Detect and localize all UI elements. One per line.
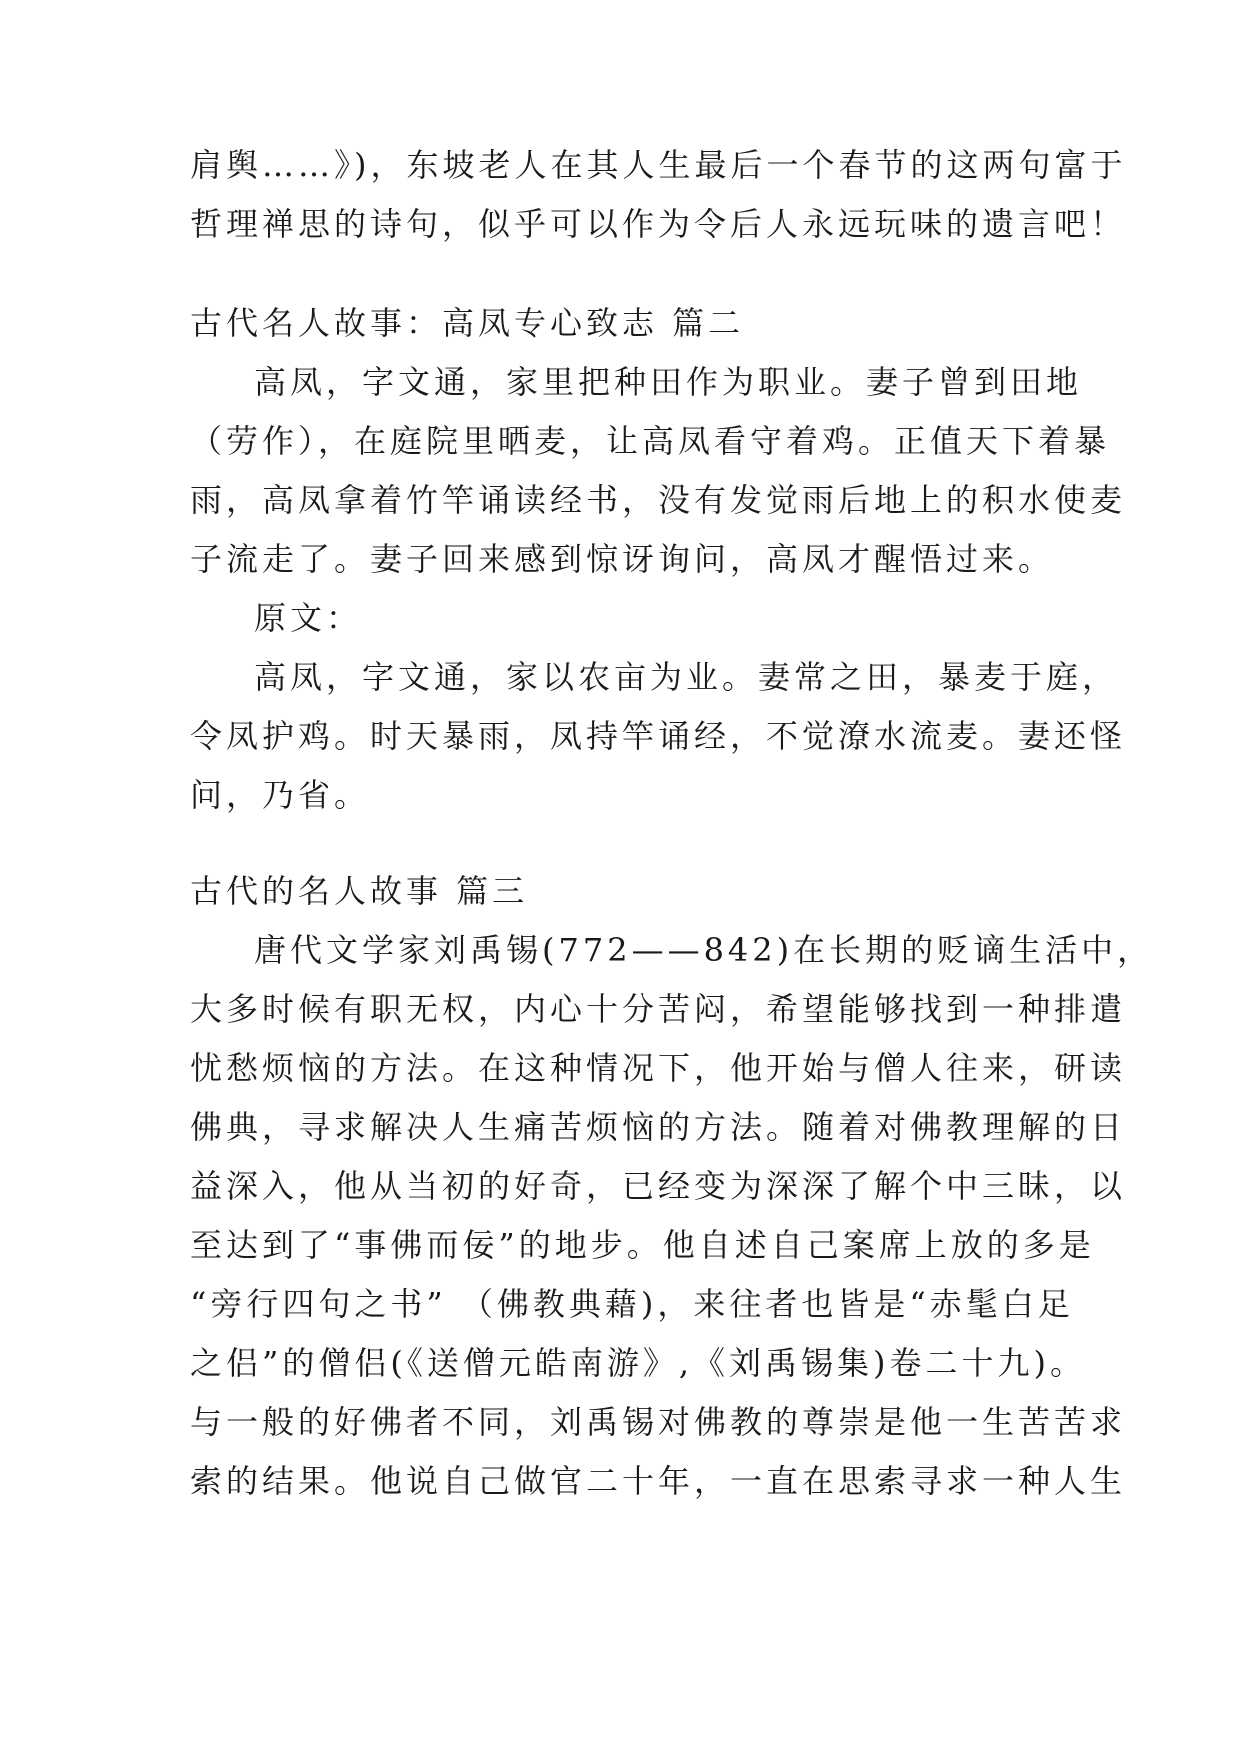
text-line: 肩舆……》)，东坡老人在其人生最后一个春节的这两句富于: [190, 146, 1127, 184]
section-heading: 古代名人故事：高凤专心致志 篇二: [190, 304, 745, 342]
text-line: 问，乃省。: [190, 776, 371, 814]
text-line: 雨，高凤拿着竹竿诵读经书，没有发觉雨后地上的积水使麦: [190, 481, 1127, 519]
text-line: 之侣”的僧侣(《送僧元皓南游》,《刘禹锡集)卷二十九)。: [190, 1344, 1086, 1382]
paragraph-original-text: [190, 648, 1127, 825]
text-line: 子流走了。妻子回来感到惊讶询问，高凤才醒悟过来。: [190, 540, 1055, 578]
text-line: 令凤护鸡。时天暴雨，凤持竿诵经，不觉潦水流麦。妻还怪: [190, 717, 1127, 755]
text-line: 与一般的好佛者不同，刘禹锡对佛教的尊崇是他一生苦苦求: [190, 1403, 1127, 1441]
text-line: 高凤，字文通，家里把种田作为职业。妻子曾到田地: [254, 363, 1083, 401]
section-heading: 古代的名人故事 篇三: [190, 872, 529, 910]
text-line: 益深入，他从当初的好奇，已经变为深深了解个中三昧，以: [190, 1167, 1127, 1205]
text-line: 至达到了“事佛而佞”的地步。他自述自己案席上放的多是: [190, 1226, 1095, 1264]
text-line: 索的结果。他说自己做官二十年，一直在思索寻求一种人生: [190, 1462, 1127, 1500]
text-line: 大多时候有职无权，内心十分苦闷，希望能够找到一种排遣: [190, 990, 1127, 1028]
text-line: “旁行四句之书” （佛教典藉)，来往者也皆是“赤髦白足: [190, 1285, 1074, 1323]
text-line: 原文：: [254, 599, 363, 637]
text-line: 高凤，字文通，家以农亩为业。妻常之田，暴麦于庭，: [254, 658, 1119, 696]
text-line: 忧愁烦恼的方法。在这种情况下，他开始与僧人往来，研读: [190, 1049, 1127, 1087]
text-line: 唐代文学家刘禹锡(772——842)在长期的贬谪生活中，: [254, 931, 1154, 969]
paragraph-label: [190, 589, 1070, 648]
text-line: 佛典，寻求解决人生痛苦烦恼的方法。随着对佛教理解的日: [190, 1108, 1127, 1146]
paragraph: [190, 353, 1127, 589]
paragraph: [190, 921, 1154, 1511]
text-line: （劳作），在庭院里晒麦，让高凤看守着鸡。正值天下着暴: [190, 422, 1111, 460]
paragraph-continuation: [190, 136, 1127, 254]
text-line: 哲理禅思的诗句，似乎可以作为令后人永远玩味的遗言吧！: [190, 205, 1127, 243]
